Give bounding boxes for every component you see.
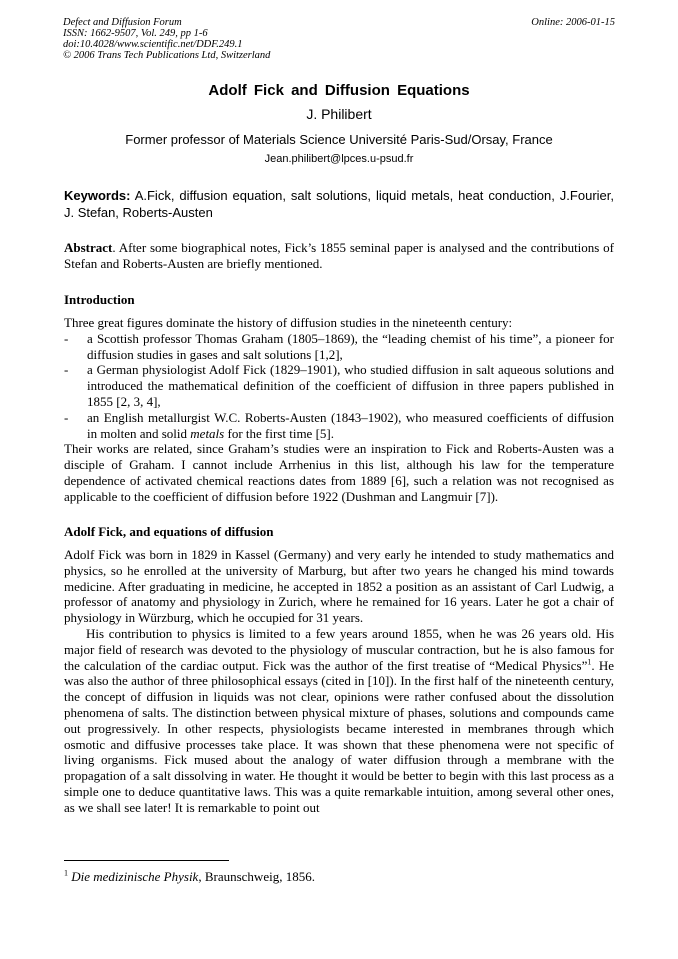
journal-doi: doi:10.4028/www.scientific.net/DDF.249.1 [63,39,243,50]
introduction-section [64,315,614,505]
keywords-label: Keywords: [64,188,131,203]
abstract-label: Abstract [64,240,113,255]
list-item-emphasis: metals [190,425,225,441]
author-email: Jean.philibert@lpces.u-psud.fr [264,153,414,165]
list-item [64,331,614,363]
journal-header [63,17,270,61]
list-item [64,410,614,442]
abstract [64,240,614,272]
fick-paragraph-2-start: His contribution to physics is limited to a few years around 1855, when he was 26 years old. His major field of research was devoted to the physiology of muscular contraction, but he is also famous for the calculation of the cardiac output. Fick was the author of the first treatise of “Medical Physics” [64,625,614,673]
introduction-heading: Introduction [64,292,135,307]
footnote-rest: , Braunschweig, 1856. [198,869,315,884]
footnote-ref[interactable]: 1 [587,657,592,667]
paper-title: Adolf Fick and Diffusion Equations [208,82,470,99]
list-item [64,362,614,409]
list-dash: - [64,409,69,425]
introduction-closing: Their works are related, since Graham’s studies were an inspiration to Fick and Roberts-Austen was a disciple of Graham. I cannot include Arrhenius in this list, although his law for the temperature dependence of activated chemical reactions dates from 1889 [6], such a relation was not recognised as applicable to the coefficient of diffusion before 1922 (Dushman and Langmuir [7]). [64,441,614,504]
fick-section [64,547,614,816]
list-dash: - [64,330,69,346]
fick-paragraph-2-end: . He was also the author of three philosophical essays (cited in [10]). In the first half of the nineteenth century, the concept of diffusion in liquids was not clear, opinions were rather confused about the dissolution phenomena of salts. The distinction between physical mixture of phases, solutions and compounds came out progressively. In other respects, physiologists became interested in membranes through which osmotic and diffusive processes take place. It was shown that these phenomena were not specific of living organisms. Fick mused about the analogy of water diffusion through a membrane with the propagation of a salt dissolving in water. He thought it would be better to begin with this last process as a simple one to deduce quantitative laws. This was a quite remarkable intuition, among several other ones, as we shall see later! It is remarkable to point out [64,657,614,815]
footnote [64,869,315,885]
online-date: Online: 2006-01-15 [531,17,615,28]
footnote-mark: 1 [64,868,68,878]
fick-paragraph-1: Adolf Fick was born in 1829 in Kassel (Germany) and very early he intended to study mathematics and physics, so he enrolled at the university of Marburg, but after two years he changed his mind towards medicine. After graduating in medicine, he accepted in 1852 a position as an assistant of Carl Ludwig, a professor of anatomy and physiology in Zurich, where he remained for 16 years. Later he got a chair of physiology in Würzburg, which he occupied for 31 years. [64,547,614,626]
list-item-text-end: for the first time [5]. [224,425,334,441]
author-affiliation: Former professor of Materials Science Université Paris-Sud/Orsay, France [125,132,553,147]
list-item-text: a Scottish professor Thomas Graham (1805–1869), the “leading chemist of his time”, a pioneer for diffusion studies in gases and salt solutions [1,2], [87,330,614,362]
journal-issn: ISSN: 1662-9507, Vol. 249, pp 1-6 [63,28,208,39]
keywords-text: A.Fick, diffusion equation, salt solutions, liquid metals, heat conduction, J.Fourier, J. Stefan, Roberts-Austen [64,188,614,220]
list-dash: - [64,362,69,378]
journal-copyright: © 2006 Trans Tech Publications Ltd, Switzerland [63,50,271,61]
list-item-text: a German physiologist Adolf Fick (1829–1901), who studied diffusion in salt aqueous solutions and introduced the mathematical definition of the coefficient of diffusion in three papers published in 1855 [2, 3, 4], [87,362,614,409]
keywords [64,187,614,221]
journal-name: Defect and Diffusion Forum [63,17,182,28]
introduction-lead: Three great figures dominate the history of diffusion studies in the nineteenth century: [64,315,513,330]
fick-paragraph-2 [64,626,614,816]
paper-author: J. Philibert [306,106,372,122]
fick-section-heading: Adolf Fick, and equations of diffusion [64,524,274,539]
footnote-title: Die medizinische Physik [71,869,199,884]
abstract-text: . After some biographical notes, Fick’s 1855 seminal paper is analysed and the contributions of Stefan and Roberts-Austen are briefly mentioned. [64,240,614,271]
footnote-divider [64,860,229,861]
list-item-text: an English metallurgist W.C. Roberts-Austen (1843–1902), who measured coefficients of diffusion in molten and solid [87,409,614,441]
